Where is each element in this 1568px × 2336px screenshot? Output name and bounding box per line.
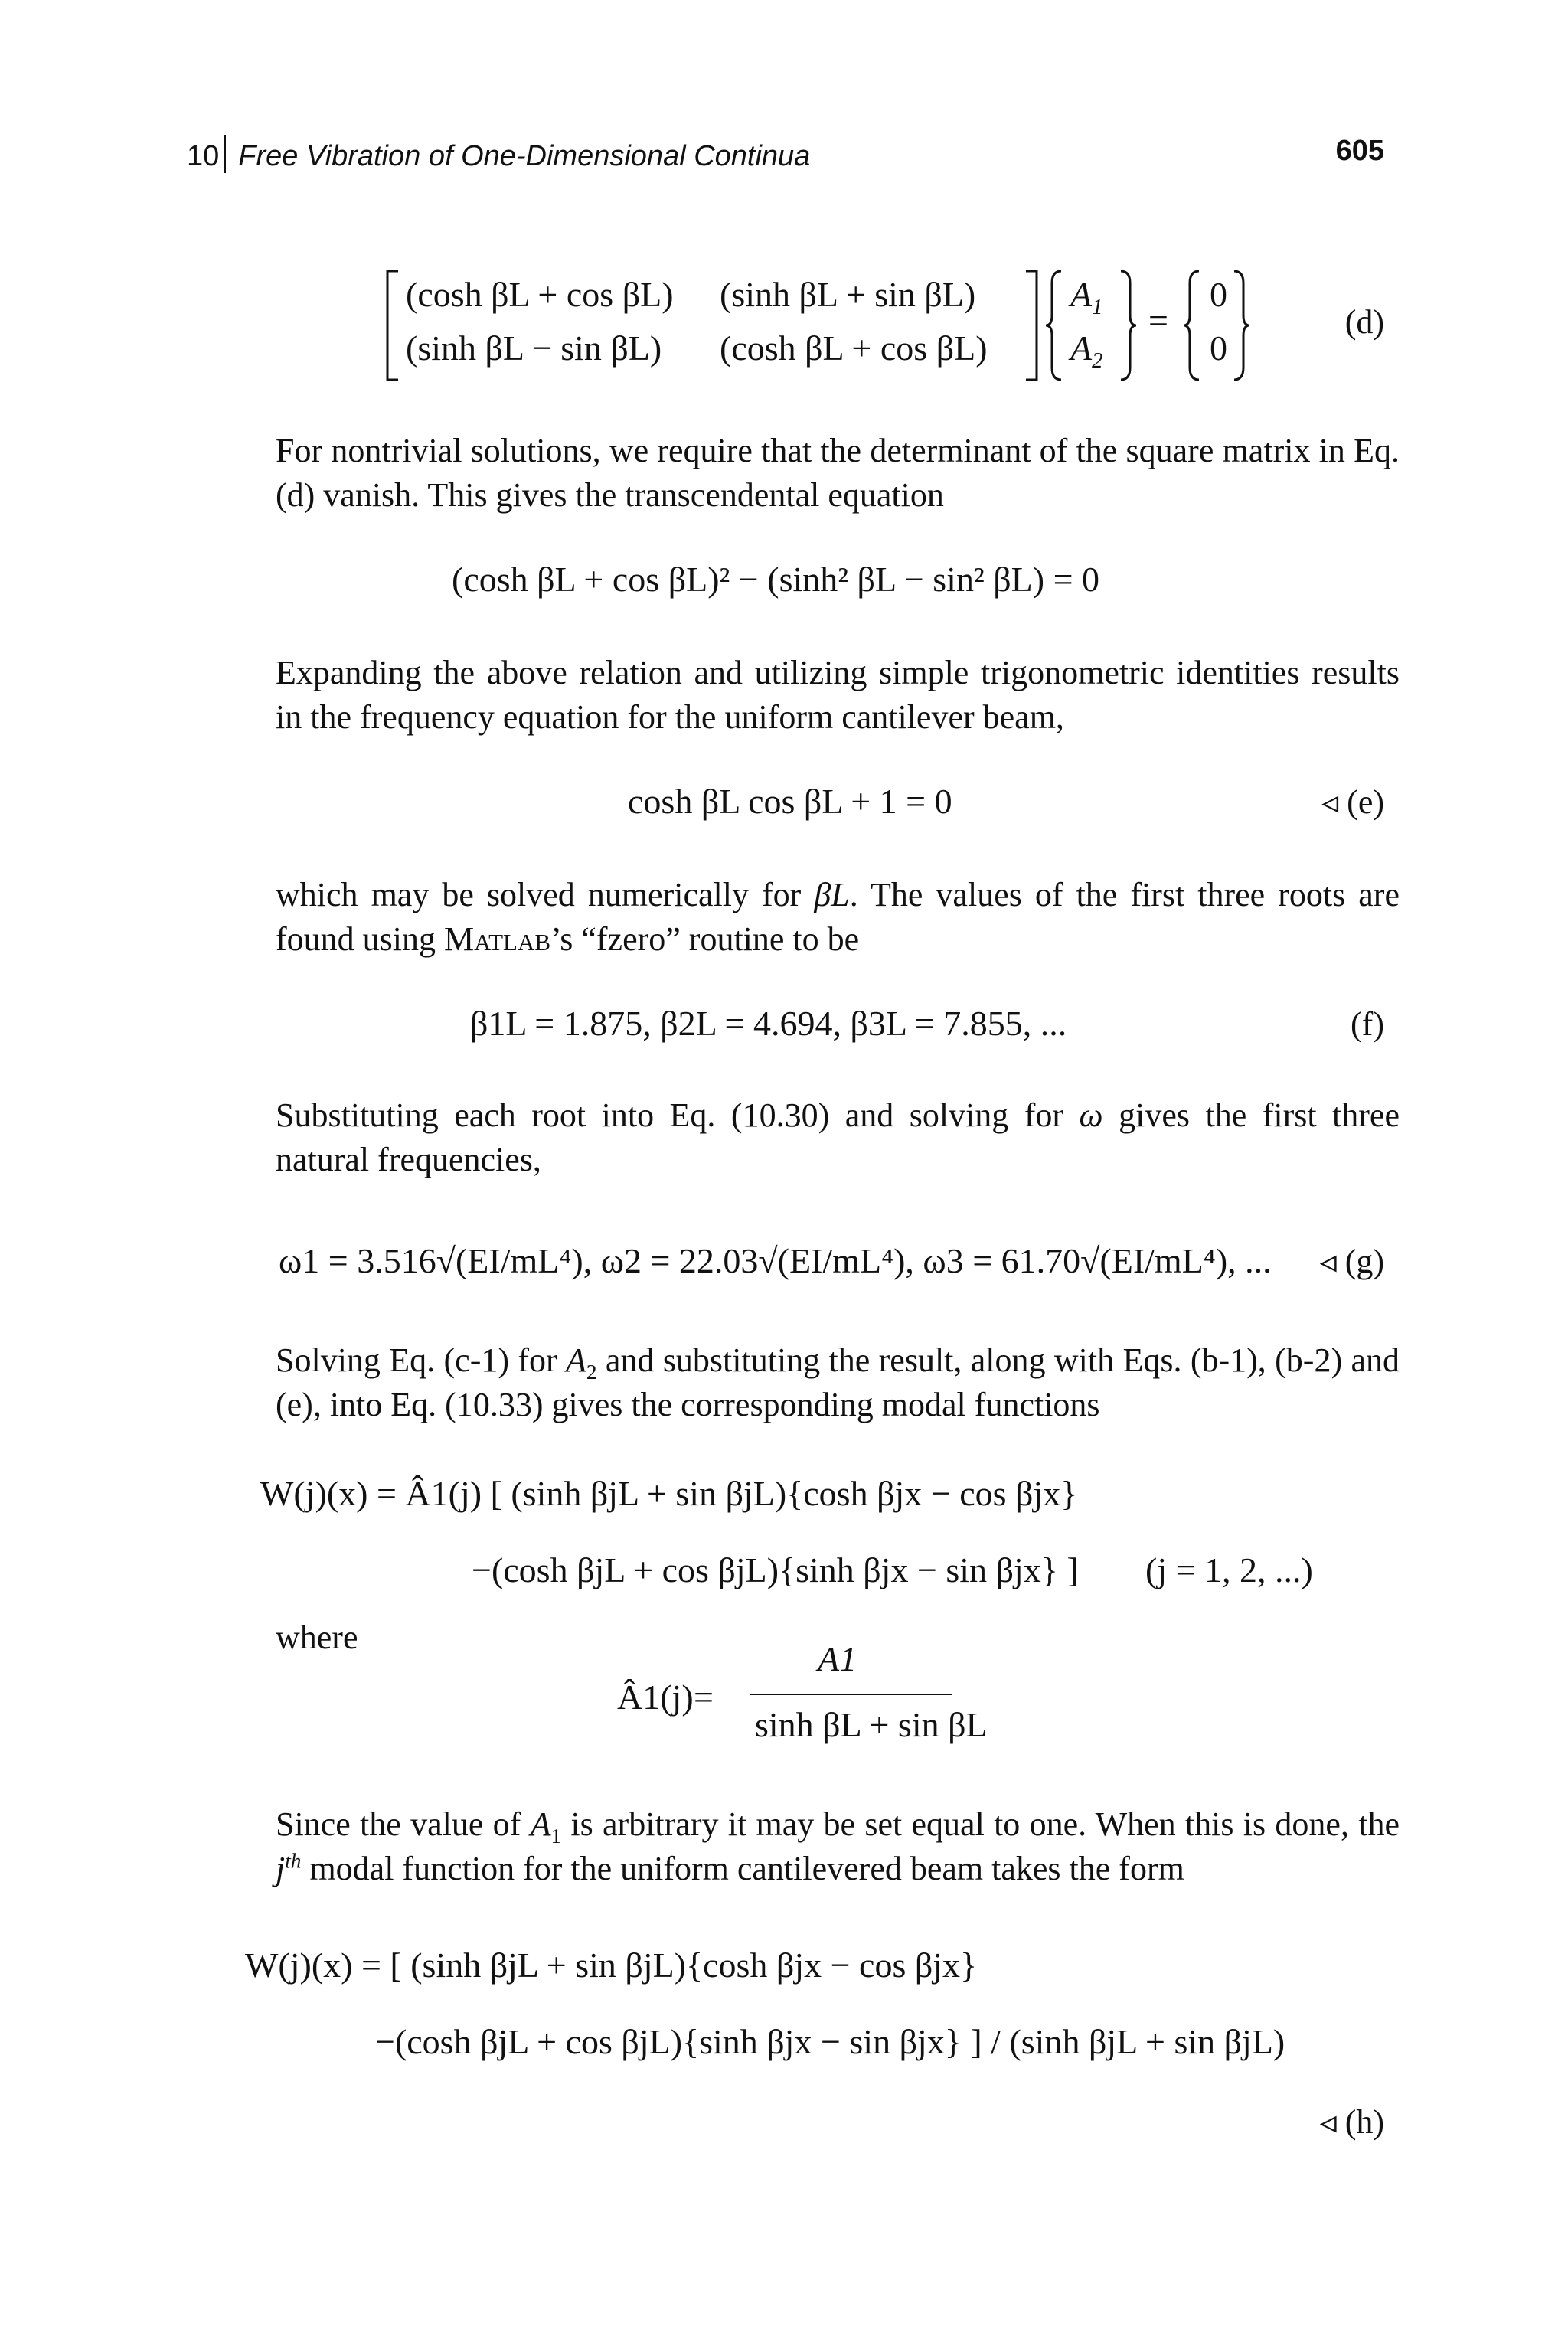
paragraph-nontrivial: For nontrivial solutions, we require that the determinant of the square matrix in Eq. (d) vanish. This gives the transcendental equation <box>276 432 1400 514</box>
page-number: 605 <box>1335 135 1384 167</box>
matrix-r2c2: (cosh βL + cos βL) <box>720 328 988 368</box>
equation-d-label: (d) <box>1344 303 1384 341</box>
chapter-title: Free Vibration of One-Dimensional Continua <box>238 140 811 172</box>
rhs-1: 0 <box>1210 275 1227 314</box>
paragraph-solving: Solving Eq. (c-1) for $A_2$ and substituting the result, along with Eqs. (b-1), (b-2) and (e), into Eq. (10.33) gives the corresponding modal functions <box>276 1341 1400 1423</box>
equation-modal-line2: −(cosh βjL + cos βjL){sinh βjx − sin βjx} ] <box>472 1550 1079 1589</box>
equation-modal-line1: W(j)(x) = Â1(j) [ (sinh βjL + sin βjL){cosh βjx − cos βjx} <box>260 1474 1078 1513</box>
equation-e: cosh βL cos βL + 1 = 0 <box>628 782 952 821</box>
equation-f: β1L = 1.875, β2L = 4.694, β3L = 7.855, ... <box>470 1004 1067 1043</box>
equation-e-label: ◃ (e) <box>1321 783 1384 821</box>
equation-g-label: ◃ (g) <box>1319 1243 1384 1280</box>
paragraph-numerically: which may be solved numerically for βL. The values of the first three roots are found using Matlab’s “fzero” routine to be <box>276 876 1400 958</box>
vector-a2: $A_2$ <box>1070 328 1103 374</box>
rhs-right-brace <box>1231 268 1251 383</box>
equation-ahat-numerator: A1 <box>818 1639 858 1678</box>
equation-modal-range: (j = 1, 2, ...) <box>1145 1550 1313 1589</box>
paragraph-expanding: Expanding the above relation and utilizing simple trigonometric identities results in the frequency equation for the uniform cantilever beam, <box>276 654 1400 736</box>
rhs-left-brace <box>1182 268 1202 383</box>
rhs-2: 0 <box>1210 328 1227 368</box>
paragraph-arbitrary: Since the value of $A_1$ is arbitrary it may be set equal to one. When this is done, the $j^{th}$ modal function for the uniform cantilevered beam takes the form <box>276 1805 1400 1887</box>
header-divider <box>224 135 226 173</box>
equation-ahat-equals: = <box>694 1678 714 1717</box>
equation-h-line1: W(j)(x) = [ (sinh βjL + sin βjL){cosh βjx − cos βjx} <box>245 1946 978 1985</box>
vector-a1: $A_1$ <box>1070 275 1103 320</box>
matrix-r2c1: (sinh βL − sin βL) <box>406 328 662 368</box>
equation-transcendental: (cosh βL + cos βL)² − (sinh² βL − sin² βL) = 0 <box>452 560 1100 599</box>
matrix-right-bracket <box>1023 268 1041 383</box>
equation-ahat-denominator: sinh βL + sin βL <box>755 1705 988 1744</box>
matrix-left-bracket <box>383 268 401 383</box>
running-header <box>187 135 810 173</box>
equation-h-label: ◃ (h) <box>1319 2103 1384 2141</box>
vector-right-brace <box>1118 268 1138 383</box>
matrix-r1c1: (cosh βL + cos βL) <box>406 275 674 314</box>
paragraph-substituting: Substituting each root into Eq. (10.30) and solving for ω gives the first three natural frequencies, <box>276 1096 1400 1178</box>
chapter-number: 10 <box>187 140 220 172</box>
equals-sign: = <box>1148 301 1168 340</box>
matrix-r1c2: (sinh βL + sin βL) <box>720 275 976 314</box>
word-where: where <box>276 1619 358 1656</box>
equation-f-label: (f) <box>1351 1005 1384 1043</box>
equation-g: ω1 = 3.516√(EI/mL⁴), ω2 = 22.03√(EI/mL⁴), ω3 = 61.70√(EI/mL⁴), ... <box>279 1241 1272 1280</box>
equation-h-line2: −(cosh βjL + cos βjL){sinh βjx − sin βjx} ] / (sinh βjL + sin βjL) <box>375 2022 1285 2061</box>
equation-ahat-lhs: Â1(j) <box>617 1678 694 1717</box>
vector-left-brace <box>1044 268 1064 383</box>
fraction-bar <box>750 1694 952 1695</box>
